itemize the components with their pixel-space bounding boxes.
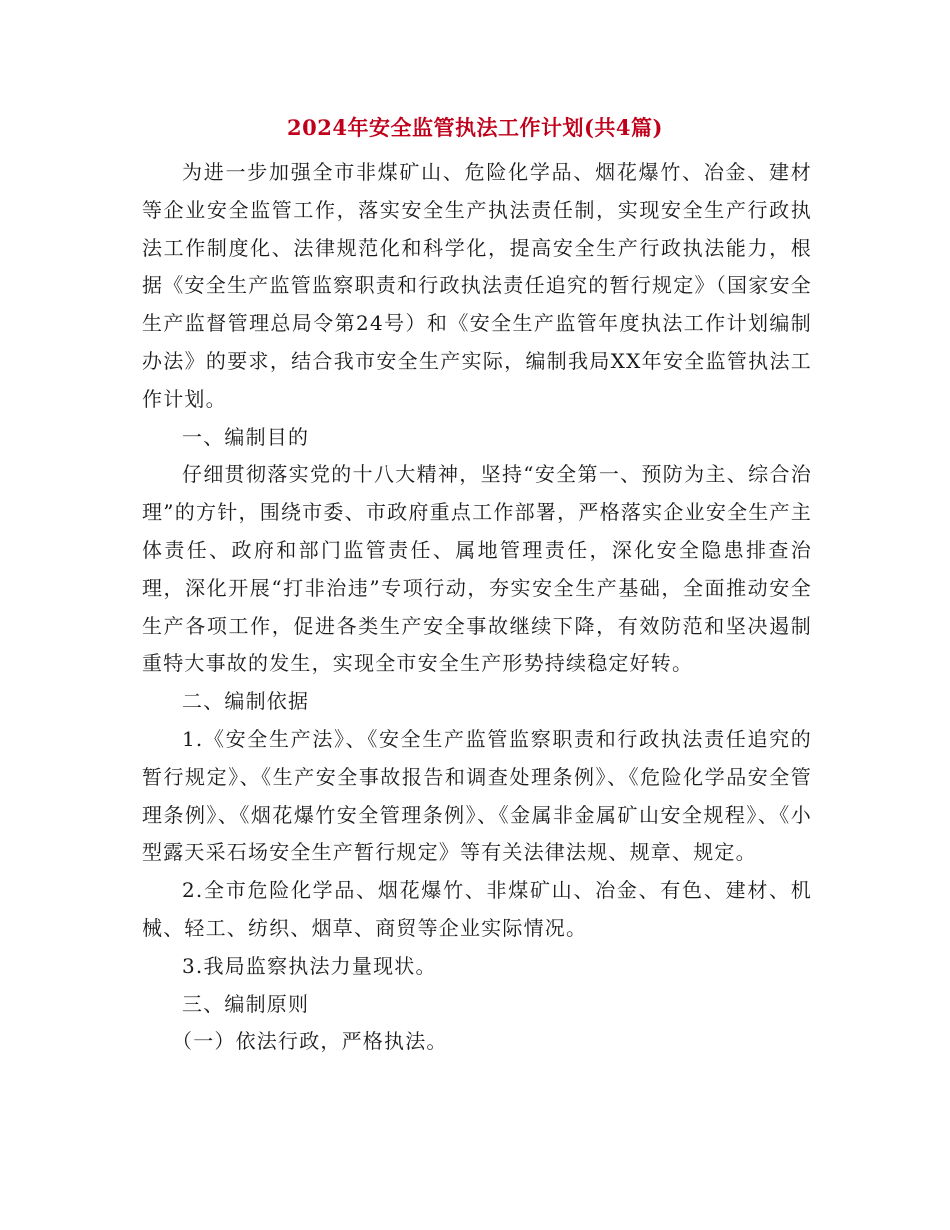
basis-item-2: 2.全市危险化学品、烟花爆竹、非煤矿山、冶金、有色、建材、机械、轻工、纺织、烟草、商贸等企业实际情况。 [142,878,812,940]
intro-paragraph: 为进一步加强全市非煤矿山、危险化学品、烟花爆竹、冶金、建材等企业安全监管工作，落实安全生产执法责任制，实现安全生产行政执法工作制度化、法律规范化和科学化，提高安全生产行政执法能力，根据《安全生产监管监察职责和行政执法责任追究的暂行规定》（国家安全生产监督管理总局令第24号）和《安全生产监管年度执法工作计划编制办法》的要求，结合我市安全生产实际，编制我局XX年安全监管执法工作计划。 [142,160,812,411]
principle-item-1: （一）依法行政，严格执法。 [172,1029,448,1054]
section-heading-purpose: 一、编制目的 [182,424,310,449]
document-body [142,154,812,1061]
purpose-paragraph: 仔细贯彻落实党的十八大精神，坚持“安全第一、预防为主、综合治理”的方针，围绕市委、市政府重点工作部署，严格落实企业安全生产主体责任、政府和部门监管责任、属地管理责任，深化安全隐患排查治理，深化开展“打非治违”专项行动，夯实安全生产基础，全面推动安全生产各项工作，促进各类生产安全事故继续下降，有效防范和坚决遏制重特大事故的发生，实现全市安全生产形势持续稳定好转。 [142,462,812,676]
section-heading-basis: 二、编制依据 [182,689,310,714]
document-title: 2024年安全监管执法工作计划(共4篇) [287,115,663,140]
basis-item-1: 1.《安全生产法》、《安全生产监管监察职责和行政执法责任追究的暂行规定》、《生产安全事故报告和调查处理条例》、《危险化学品安全管理条例》、《烟花爆竹安全管理条例》、《金属非金属矿山安全规程》、《小型露天采石场安全生产暂行规定》等有关法律法规、规章、规定。 [142,726,812,865]
basis-item-3: 3.我局监察执法力量现状。 [182,953,437,978]
section-heading-principles: 三、编制原则 [182,991,310,1016]
